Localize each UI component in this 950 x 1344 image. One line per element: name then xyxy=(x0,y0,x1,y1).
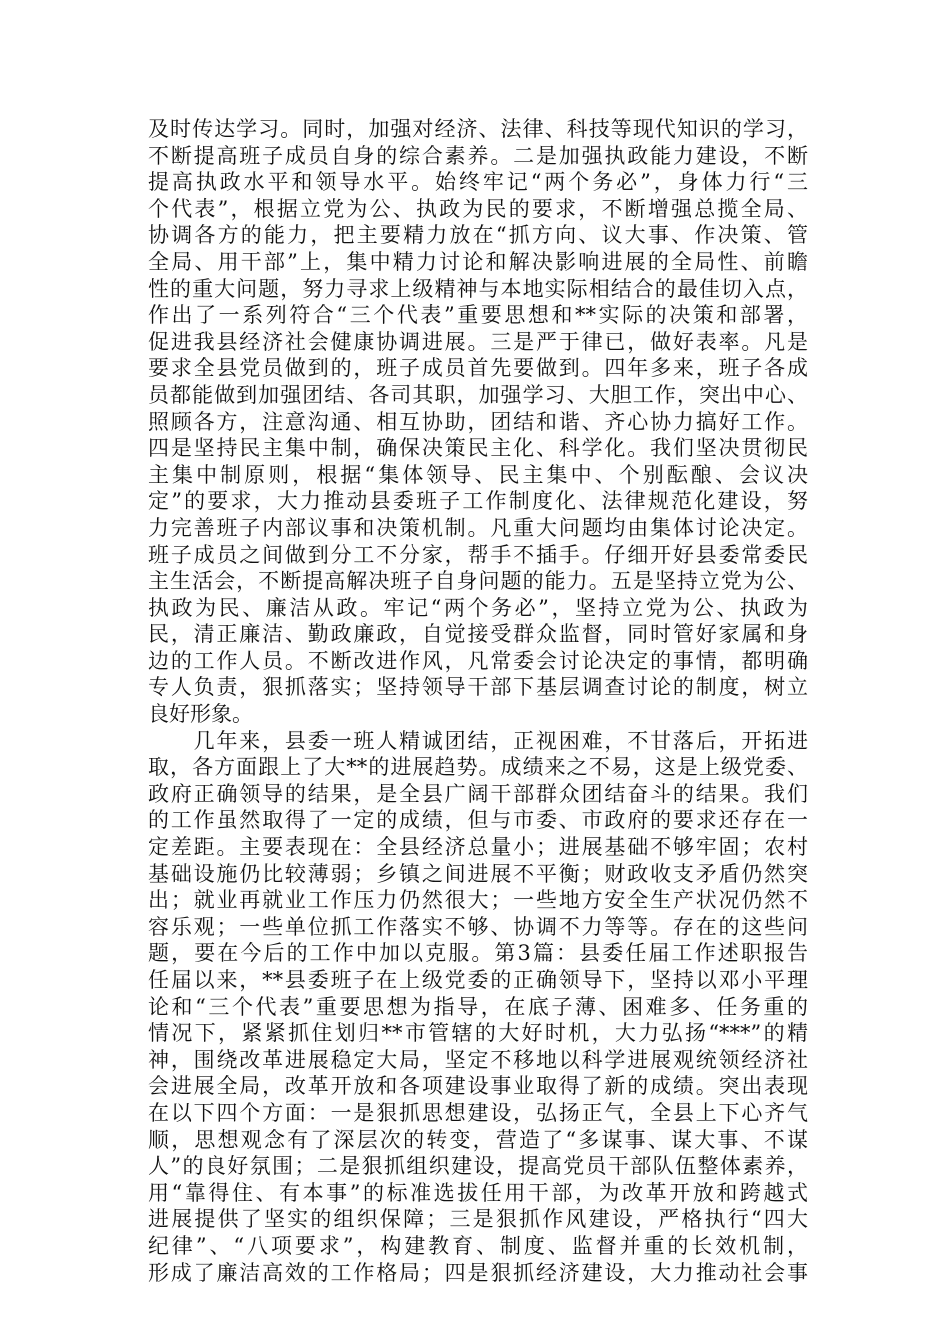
text-line: 的工作虽然取得了一定的成绩，但与市委、市政府的要求还存在一 xyxy=(148,808,808,833)
text-line: 全局、用干部”上，集中精力讨论和解决影响进展的全局性、前瞻 xyxy=(148,249,808,274)
text-line: 用“靠得住、有本事”的标准选拔任用干部，为改革开放和跨越式 xyxy=(148,1180,808,1205)
text-line: 人”的良好氛围；二是狠抓组织建设，提高党员干部队伍整体素养， xyxy=(148,1154,808,1179)
text-line: 不断提高班子成员自身的综合素养。二是加强执政能力建设，不断 xyxy=(148,143,808,168)
text-line: 在以下四个方面：一是狠抓思想建设，弘扬正气，全县上下心齐气 xyxy=(148,1100,808,1125)
text-line: 会进展全局，改革开放和各项建设事业取得了新的成绩。突出表现 xyxy=(148,1074,808,1099)
text-line: 促进我县经济社会健康协调进展。三是严于律已，做好表率。凡是 xyxy=(148,329,808,354)
text-line: 基础设施仍比较薄弱；乡镇之间进展不平衡；财政收支矛盾仍然突 xyxy=(148,861,808,886)
text-line: 协调各方的能力，把主要精力放在“抓方向、议大事、作决策、管 xyxy=(148,223,808,248)
text-line: 性的重大问题，努力寻求上级精神与本地实际相结合的最佳切入点， xyxy=(148,276,808,301)
text-line: 良好形象。 xyxy=(148,702,253,727)
body-text xyxy=(148,116,808,1286)
text-line: 定差距。主要表现在：全县经济总量小；进展基础不够牢固；农村 xyxy=(148,835,808,860)
text-line: 顺，思想观念有了深层次的转变，营造了“多谋事、谋大事、不谋 xyxy=(148,1127,808,1152)
text-line: 班子成员之间做到分工不分家，帮手不插手。仔细开好县委常委民 xyxy=(148,542,808,567)
text-line: 题，要在今后的工作中加以克服。第3篇：县委任届工作述职报告 xyxy=(148,941,808,966)
text-line: 民，清正廉洁、勤政廉政，自觉接受群众监督，同时管好家属和身 xyxy=(148,622,808,647)
text-line: 进展提供了坚实的组织保障；三是狠抓作风建设，严格执行“四大 xyxy=(148,1207,808,1232)
text-line: 照顾各方，注意沟通、相互协助，团结和谐、齐心协力搞好工作。 xyxy=(148,409,808,434)
text-line: 边的工作人员。不断改进作风，凡常委会讨论决定的事情，都明确 xyxy=(148,648,808,673)
text-line: 任届以来，**县委班子在上级党委的正确领导下，坚持以邓小平理 xyxy=(148,968,808,992)
text-line: 个代表”，根据立党为公、执政为民的要求，不断增强总揽全局、 xyxy=(148,196,808,221)
text-line: 主集中制原则，根据“集体领导、民主集中、个别酝酿、会议决 xyxy=(148,462,808,487)
text-line: 主生活会，不断提高解决班子自身问题的能力。五是坚持立党为公、 xyxy=(148,569,808,594)
text-line: 纪律”、“八项要求”，构建教育、制度、监督并重的长效机制， xyxy=(148,1233,808,1258)
text-line: 员都能做到加强团结、各司其职，加强学习、大胆工作，突出中心、 xyxy=(148,382,808,407)
text-line: 及时传达学习。同时，加强对经济、法律、科技等现代知识的学习， xyxy=(148,117,808,141)
text-line: 力完善班子内部议事和决策机制。凡重大问题均由集体讨论决定。 xyxy=(148,515,808,540)
text-line: 要求全县党员做到的，班子成员首先要做到。四年多来，班子各成 xyxy=(148,356,808,381)
text-line: 出；就业再就业工作压力仍然很大；一些地方安全生产状况仍然不 xyxy=(148,888,808,913)
text-line: 容乐观；一些单位抓工作落实不够、协调不力等等。存在的这些问 xyxy=(148,914,808,939)
text-line: 作出了一系列符合“三个代表”重要思想和**实际的决策和部署， xyxy=(148,303,808,328)
text-line: 论和“三个代表”重要思想为指导，在底子薄、困难多、任务重的 xyxy=(148,994,808,1019)
text-line: 四是坚持民主集中制，确保决策民主化、科学化。我们坚决贯彻民 xyxy=(148,436,808,461)
text-line: 定”的要求，大力推动县委班子工作制度化、法律规范化建设，努 xyxy=(148,489,808,514)
text-line: 神，围绕改革进展稳定大局，坚定不移地以科学进展观统领经济社 xyxy=(148,1047,808,1072)
text-line: 政府正确领导的结果，是全县广阔干部群众团结奋斗的结果。我们 xyxy=(148,781,808,806)
text-line: 情况下，紧紧抓住划归**市管辖的大好时机，大力弘扬“***”的精 xyxy=(148,1021,808,1046)
text-line: 取，各方面跟上了大**的进展趋势。成绩来之不易，这是上级党委、 xyxy=(148,755,808,780)
text-line: 几年来，县委一班人精诚团结，正视困难，不甘落后，开拓进 xyxy=(148,728,808,753)
text-line: 专人负责，狠抓落实；坚持领导干部下基层调查讨论的制度，树立 xyxy=(148,675,808,700)
text-line: 执政为民、廉洁从政。牢记“两个务必”，坚持立党为公、执政为 xyxy=(148,595,808,620)
text-line: 提高执政水平和领导水平。始终牢记“两个务必”，身体力行“三 xyxy=(148,170,808,195)
text-line: 形成了廉洁高效的工作格局；四是狠抓经济建设，大力推动社会事 xyxy=(148,1260,808,1285)
